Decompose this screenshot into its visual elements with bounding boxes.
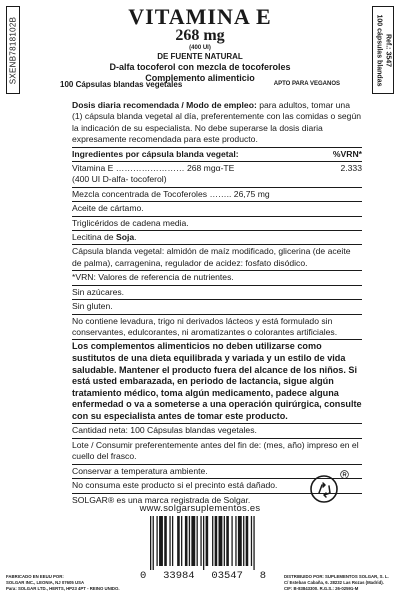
trigliceridos-line: Triglicéridos de cadena media.: [72, 217, 189, 228]
no-contiene: No contiene levadura, trigo ni derivados lácteos y está formulado sin conservantes, edulcorantes, ni aromatizantes o colorantes artificiales.: [72, 315, 338, 337]
product-ui: (400 UI): [189, 45, 211, 51]
ingredients-title: Ingredientes por cápsula blanda vegetal:: [72, 148, 239, 159]
barcode-bar: [203, 516, 204, 570]
barcode-bar: [212, 516, 213, 566]
divider: [72, 423, 362, 424]
vegan-badge: APTO PARA VEGANOS: [273, 81, 340, 87]
barcode-bar: [235, 516, 236, 566]
vrn-header: %VRN*: [332, 148, 362, 159]
aceite-line: Aceite de cártamo.: [72, 203, 144, 214]
lote-line: Lote / Consumir preferentemente antes del fin de: (mes, año) impreso en el cuello del frasco.: [72, 439, 359, 462]
vrn-note: *VRN: Valores de referencia de nutrientes.: [72, 272, 234, 283]
mezcla-amount: 26,75 mg: [233, 188, 270, 199]
barcode-bar: [206, 516, 209, 566]
title-block: [28, 6, 372, 83]
barcode-first-digit: 0: [140, 570, 147, 582]
vitamin-e-row: [72, 163, 362, 174]
divider: [72, 161, 362, 162]
vitamin-e-vrn: 2.333: [340, 163, 362, 174]
barcode-bar: [226, 516, 229, 566]
divider: [72, 339, 362, 340]
ref-box: [372, 6, 394, 94]
barcode: [150, 516, 256, 570]
barcode-bar: [156, 516, 157, 566]
divider: [72, 270, 362, 271]
lecitina-line: Lecitina de Soja.: [72, 232, 137, 243]
barcode-bar: [197, 516, 198, 566]
header-bottom-row: [60, 80, 340, 89]
barcode-bar: [181, 516, 182, 566]
divider: [72, 299, 362, 300]
sin-azucares: Sin azúcares.: [72, 286, 125, 297]
divider: [72, 230, 362, 231]
ref-caps: 100 cápsulas blandas: [376, 14, 384, 86]
divider: [72, 216, 362, 217]
barcode-bar: [215, 516, 218, 566]
product-dose: 268 mg: [175, 27, 225, 44]
label-header: [0, 6, 400, 94]
dosis-title: Dosis diaria recomendada / Modo de empleo:: [72, 100, 257, 110]
barcode-bar: [169, 516, 170, 566]
no-consuma-line: No consuma este producto si el precinto está dañado.: [72, 480, 278, 491]
barcode-bar: [177, 516, 180, 566]
product-subtitle: D-alfa tocoferol con mezcla de tocoferoles: [109, 62, 291, 72]
barcode-bar: [219, 516, 223, 566]
barcode-bar: [243, 516, 244, 566]
capsula-line: Cápsula blanda vegetal: almidón de maíz modificado, glicerina (de aceite de palma), carragenina, regulador de acidez: fosfato disódico.: [72, 246, 351, 268]
vitamin-e-amount: 268 mgα-TE: [186, 163, 235, 174]
barcode-bar: [246, 516, 249, 566]
barcode-bar: [189, 516, 190, 566]
barcode-bar: [251, 516, 252, 566]
barcode-bar: [153, 516, 154, 570]
natural-source: DE FUENTE NATURAL: [157, 52, 243, 61]
divider: [72, 285, 362, 286]
vitamin-e-sub: (400 UI D-alfa- tocoferol): [72, 174, 167, 185]
side-code-box: [6, 6, 20, 94]
mezcla-label: Mezcla concentrada de Tocoferoles: [72, 188, 208, 199]
website-url[interactable]: www.solgarsuplementos.es: [139, 502, 261, 513]
barcode-group-1: 33984: [163, 570, 195, 582]
product-title: VITAMINA E: [128, 4, 272, 29]
mezcla-row: [72, 189, 362, 200]
barcode-bar: [191, 516, 195, 566]
dosis-text: para adultos, tomar una (1) cápsula blanda vegetal al día, preferentemente con las comidas o según la indicación de su especialista. No debe superarse la dosis diaria expresamente recomendada para este producto.: [72, 100, 362, 145]
barcode-bar: [164, 516, 167, 566]
barcode-bar: [200, 516, 201, 566]
vitamin-e-dots: ……………………: [115, 163, 185, 174]
divider: [72, 147, 362, 148]
allergen-soja: Soja: [115, 232, 135, 243]
barcode-last-digit: 8: [259, 570, 266, 582]
ingredients-header: [72, 149, 362, 160]
registered-mark-icon: [340, 470, 349, 479]
barcode-bar: [159, 516, 163, 566]
barcode-bar: [231, 516, 232, 566]
barcode-bar: [238, 516, 242, 566]
capsule-count: 100 Cápsulas blandas vegetales: [60, 80, 183, 89]
barcode-bar: [172, 516, 173, 566]
dosis-paragraph: [72, 100, 362, 146]
label-body: [72, 100, 362, 506]
manufacturer-info: FABRICADO EN EEUU POR: SOLGAR INC., LEONIA, NJ 07605 USA Para: SOLGAR LTD., HERTS, HP23 4PT - REINO UNIDO.: [6, 574, 120, 591]
divider: [72, 201, 362, 202]
distributor-info: DISTRIBUIDO POR: SUPLEMENTOS SOLGAR, S. L. C/ Esteban Cabaña, 6. 28232 Las Rozas (Madrid). CIF: B-83843300. R.G.S.: 26-02591-M: [284, 574, 389, 591]
divider: [72, 314, 362, 315]
side-code: SXENB7818102B: [8, 16, 18, 84]
recycle-icon: [310, 474, 338, 504]
divider: [72, 187, 362, 188]
barcode-bar: [185, 516, 188, 566]
barcode-digits: [140, 570, 266, 582]
barcode-bar: [224, 516, 225, 566]
barcode-bar: [150, 516, 151, 570]
conservar-line: Conservar a temperatura ambiente.: [72, 465, 208, 476]
divider: [72, 438, 362, 439]
product-category: Complemento alimenticio: [145, 72, 255, 83]
warning-text: Los complementos alimenticios no deben utilizarse como sustitutos de una dieta equilibrada y variada y un estilo de vida saludable. Mantener el producto fuera del alcance de los niños. Si está usted embarazada, en periodo de lactancia, sigue algún tratamiento médico, toma algún medicamento, padece alguna enfermedad o va a someterse a una operación quirúrgica, consulte con su especialista antes de tomar este producto.: [72, 341, 362, 421]
barcode-group-2: 03547: [211, 570, 243, 582]
divider: [72, 464, 362, 465]
ref-number: Ref.: 3547: [384, 33, 392, 67]
cantidad-neta: Cantidad neta: 100 Cápsulas blandas vegetales.: [72, 425, 257, 436]
sin-gluten: Sin gluten.: [72, 301, 113, 312]
solgar-registered: SOLGAR® es una marca registrada de Solgar.: [72, 494, 251, 505]
barcode-bar: [253, 516, 254, 570]
vitamin-e-label: Vitamina E: [72, 163, 114, 174]
divider: [72, 244, 362, 245]
mezcla-dots: ……..: [209, 188, 232, 199]
